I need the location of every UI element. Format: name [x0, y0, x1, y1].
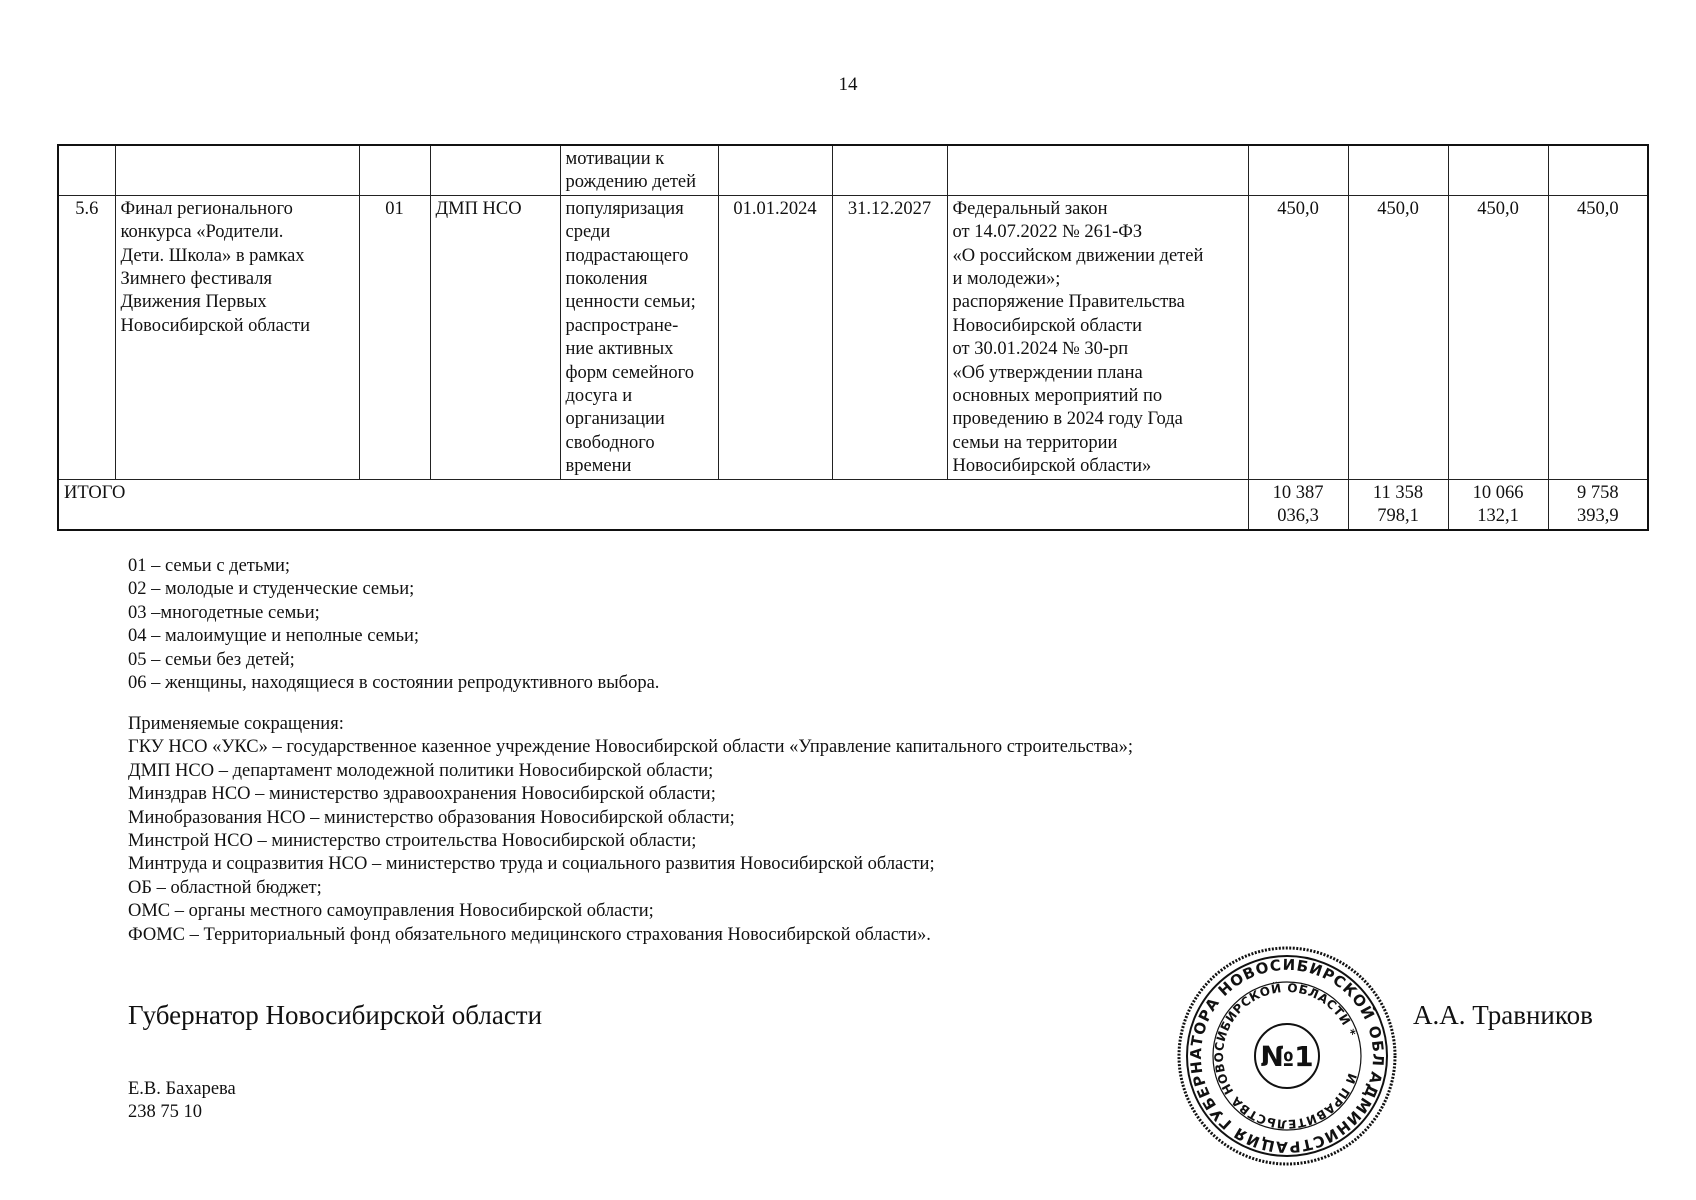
abbreviation-item: ОБ – областной бюджет; — [128, 877, 322, 898]
measure-name: Финал регионального конкурса «Родители. Дети. Школа» в рамках Зимнего фестиваля Движения Первых Новосибирской области — [115, 195, 359, 479]
table-row — [58, 195, 1648, 479]
total-value: 9 758 393,9 — [1548, 479, 1648, 529]
category-legend — [128, 555, 659, 695]
goal-cell: мотивации к рождению детей — [560, 145, 718, 195]
executor-phone: 238 75 10 — [128, 1102, 202, 1123]
signatory-name: А.А. Травников — [1413, 1000, 1593, 1030]
funding-value: 450,0 — [1548, 195, 1648, 479]
legend-item: 01 – семьи с детьми; — [128, 556, 291, 576]
legend-item: 06 – женщины, находящиеся в состоянии репродуктивного выбора. — [128, 673, 660, 694]
executor-contact — [128, 1078, 236, 1125]
page-number: 14 — [838, 74, 858, 95]
seal-inner-text: И ПРАВИТЕЛЬСТВА НОВОСИБИРСКОЙ ОБЛАСТИ * — [1211, 980, 1360, 1132]
executor-name: Е.В. Бахарева — [128, 1079, 236, 1099]
abbreviation-item: ФОМС – Территориальный фонд обязательного медицинского страхования Новосибирской области». — [128, 924, 931, 945]
abbreviation-item: Минобразования НСО – министерство образования Новосибирской области; — [128, 807, 735, 828]
abbreviation-item: ОМС – органы местного самоуправления Новосибирской области; — [128, 901, 654, 922]
category-code: 01 — [359, 195, 430, 479]
row-number: 5.6 — [58, 195, 115, 479]
abbreviation-item: ГКУ НСО «УКС» – государственное казенное учреждение Новосибирской области «Управление капитального строительства»; — [128, 737, 1134, 758]
legend-item: 05 – семьи без детей; — [128, 649, 295, 670]
start-date: 01.01.2024 — [718, 195, 832, 479]
legal-basis-cell: Федеральный закон от 14.07.2022 № 261-ФЗ «О российском движении детей и молодежи»; распоряжение Правительства Новосибирской области от 30.01.2024 № 30-рп «Об утверждении плана основных мероприятий по проведению в 2024 году Года семьи на территории Новосибирской области» — [947, 195, 1248, 479]
legend-item: 03 –многодетные семьи; — [128, 602, 320, 623]
total-row — [58, 479, 1648, 529]
table-row — [58, 145, 1648, 195]
total-label: ИТОГО — [58, 479, 1248, 529]
abbreviation-item: Минтруда и соцразвития НСО – министерство труда и социального развития Новосибирской области; — [128, 854, 935, 875]
seal-outer-text: АДМИНИСТРАЦИЯ ГУБЕРНАТОРА НОВОСИБИРСКОЙ ОБЛАСТИ — [1186, 955, 1388, 1157]
total-value: 10 387 036,3 — [1248, 479, 1348, 529]
goal-cell: популяризация среди подрастающего поколения ценности семьи; распростране- ние активных форм семейного досуга и организации свободного времени — [560, 195, 718, 479]
abbreviations-list — [128, 713, 1133, 947]
abbreviations-title: Применяемые сокращения: — [128, 714, 344, 734]
funding-value: 450,0 — [1248, 195, 1348, 479]
funding-value: 450,0 — [1348, 195, 1448, 479]
official-seal — [1176, 945, 1398, 1167]
legend-item: 02 – молодые и студенческие семьи; — [128, 579, 415, 600]
end-date: 31.12.2027 — [832, 195, 947, 479]
funding-value: 450,0 — [1448, 195, 1548, 479]
seal-number: №1 — [1260, 1040, 1314, 1073]
abbreviation-item: ДМП НСО – департамент молодежной политики Новосибирской области; — [128, 760, 714, 781]
legend-item: 04 – малоимущие и неполные семьи; — [128, 626, 420, 647]
executor-cell: ДМП НСО — [430, 195, 560, 479]
total-value: 11 358 798,1 — [1348, 479, 1448, 529]
measures-table — [57, 144, 1649, 531]
abbreviation-item: Минстрой НСО – министерство строительства Новосибирской области; — [128, 831, 697, 852]
signatory-position: Губернатор Новосибирской области — [128, 1000, 543, 1030]
abbreviation-item: Минздрав НСО – министерство здравоохранения Новосибирской области; — [128, 784, 716, 805]
total-value: 10 066 132,1 — [1448, 479, 1548, 529]
